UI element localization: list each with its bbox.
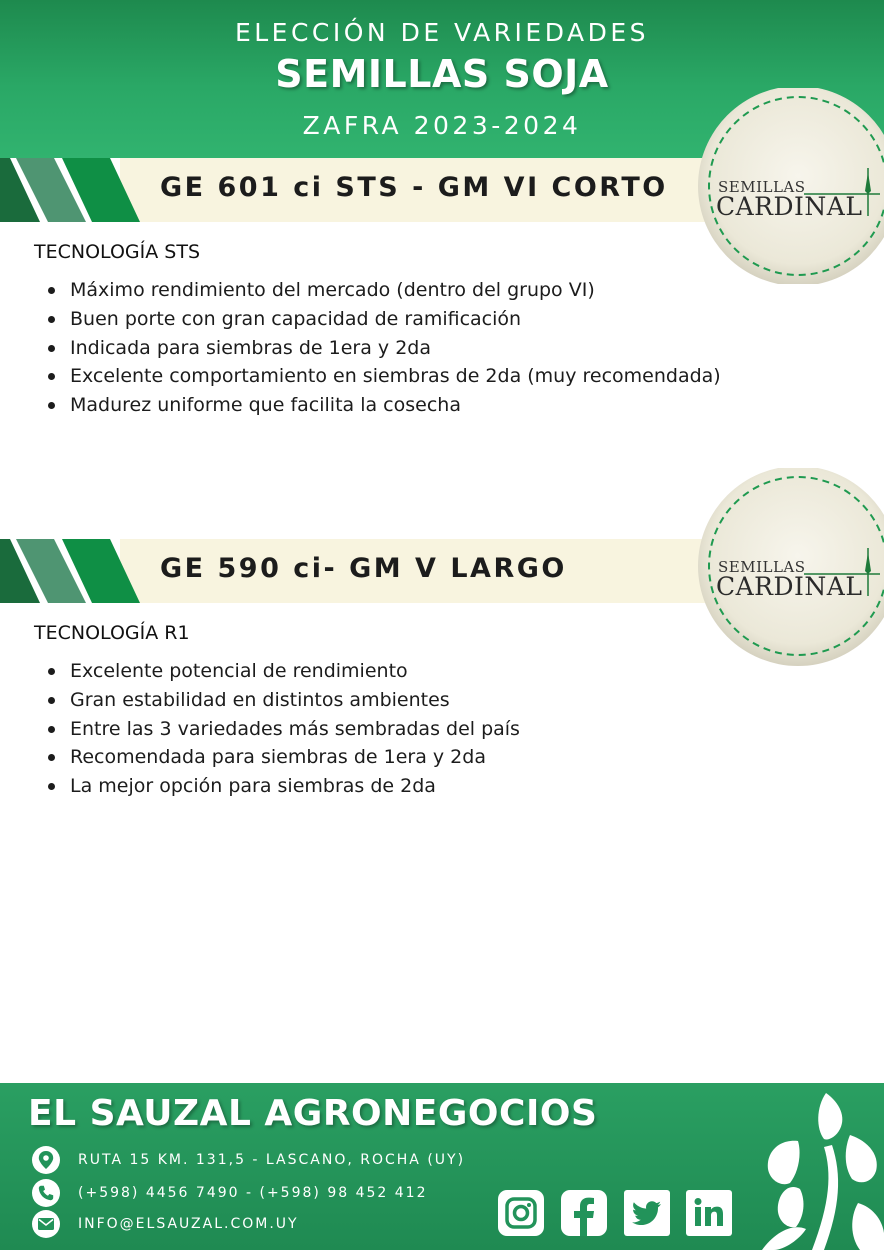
list-item: Indicada para siembras de 1era y 2da xyxy=(48,334,721,363)
location-pin-icon xyxy=(32,1146,60,1174)
contact-email[interactable] xyxy=(32,1209,299,1239)
phone-text: (+598) 4456 7490 - (+598) 98 452 412 xyxy=(78,1185,428,1201)
bullet-icon xyxy=(48,754,55,761)
company-name: EL SAUZAL AGRONEGOCIOS xyxy=(28,1093,598,1134)
bullet-icon xyxy=(48,287,55,294)
bullet-icon xyxy=(48,345,55,352)
list-item: Máximo rendimiento del mercado (dentro del grupo VI) xyxy=(48,276,721,305)
contact-phone xyxy=(32,1178,427,1208)
list-item: Buen porte con gran capacidad de ramificación xyxy=(48,305,721,334)
contact-address xyxy=(32,1145,465,1175)
list-item: Excelente comportamiento en siembras de 2da (muy recomendada) xyxy=(48,362,721,391)
brand-cardinal: CARDINAL xyxy=(716,572,863,601)
bullet-icon xyxy=(48,783,55,790)
list-item: Gran estabilidad en distintos ambientes xyxy=(48,686,520,715)
linkedin-icon[interactable] xyxy=(686,1190,732,1236)
bullet-icon xyxy=(48,726,55,733)
feature-list-2 xyxy=(48,657,520,801)
technology-label-2: TECNOLOGÍA R1 xyxy=(34,622,190,644)
list-item: Recomendada para siembras de 1era y 2da xyxy=(48,743,520,772)
feature-list-1 xyxy=(48,276,721,420)
variety-name-2: GE 590 ci- GM V LARGO xyxy=(160,553,567,584)
header-eyebrow: ELECCIÓN DE VARIEDADES xyxy=(234,18,650,47)
technology-label-1: TECNOLOGÍA STS xyxy=(34,241,200,263)
cardinal-logo-badge-2 xyxy=(694,468,884,668)
season-label: ZAFRA 2023-2024 xyxy=(302,111,582,140)
bullet-icon xyxy=(48,402,55,409)
bullet-icon xyxy=(48,697,55,704)
stripes-decoration xyxy=(0,539,160,603)
brand-cardinal: CARDINAL xyxy=(716,192,863,221)
variety-name-1: GE 601 ci STS - GM VI CORTO xyxy=(160,172,668,203)
instagram-icon[interactable] xyxy=(498,1190,544,1236)
email-text[interactable]: INFO@ELSAUZAL.COM.UY xyxy=(78,1216,299,1232)
bullet-icon xyxy=(48,316,55,323)
bullet-icon xyxy=(48,373,55,380)
facebook-icon[interactable] xyxy=(561,1190,607,1236)
mail-icon xyxy=(32,1210,60,1238)
cardinal-logo-badge-1 xyxy=(694,88,884,288)
list-item: Entre las 3 variedades más sembradas del país xyxy=(48,715,520,744)
list-item: Madurez uniforme que facilita la cosecha xyxy=(48,391,721,420)
brand-semillas: SEMILLAS xyxy=(718,178,806,196)
phone-icon xyxy=(32,1179,60,1207)
brand-semillas: SEMILLAS xyxy=(718,558,806,576)
list-item: La mejor opción para siembras de 2da xyxy=(48,772,520,801)
stripes-decoration xyxy=(0,158,160,222)
address-text: RUTA 15 KM. 131,5 - LASCANO, ROCHA (UY) xyxy=(78,1152,466,1168)
list-item: Excelente potencial de rendimiento xyxy=(48,657,520,686)
page-title: SEMILLAS SOJA xyxy=(275,52,609,96)
footer xyxy=(0,1083,884,1250)
twitter-icon[interactable] xyxy=(624,1190,670,1236)
bullet-icon xyxy=(48,668,55,675)
leaves-decoration xyxy=(740,1083,884,1250)
